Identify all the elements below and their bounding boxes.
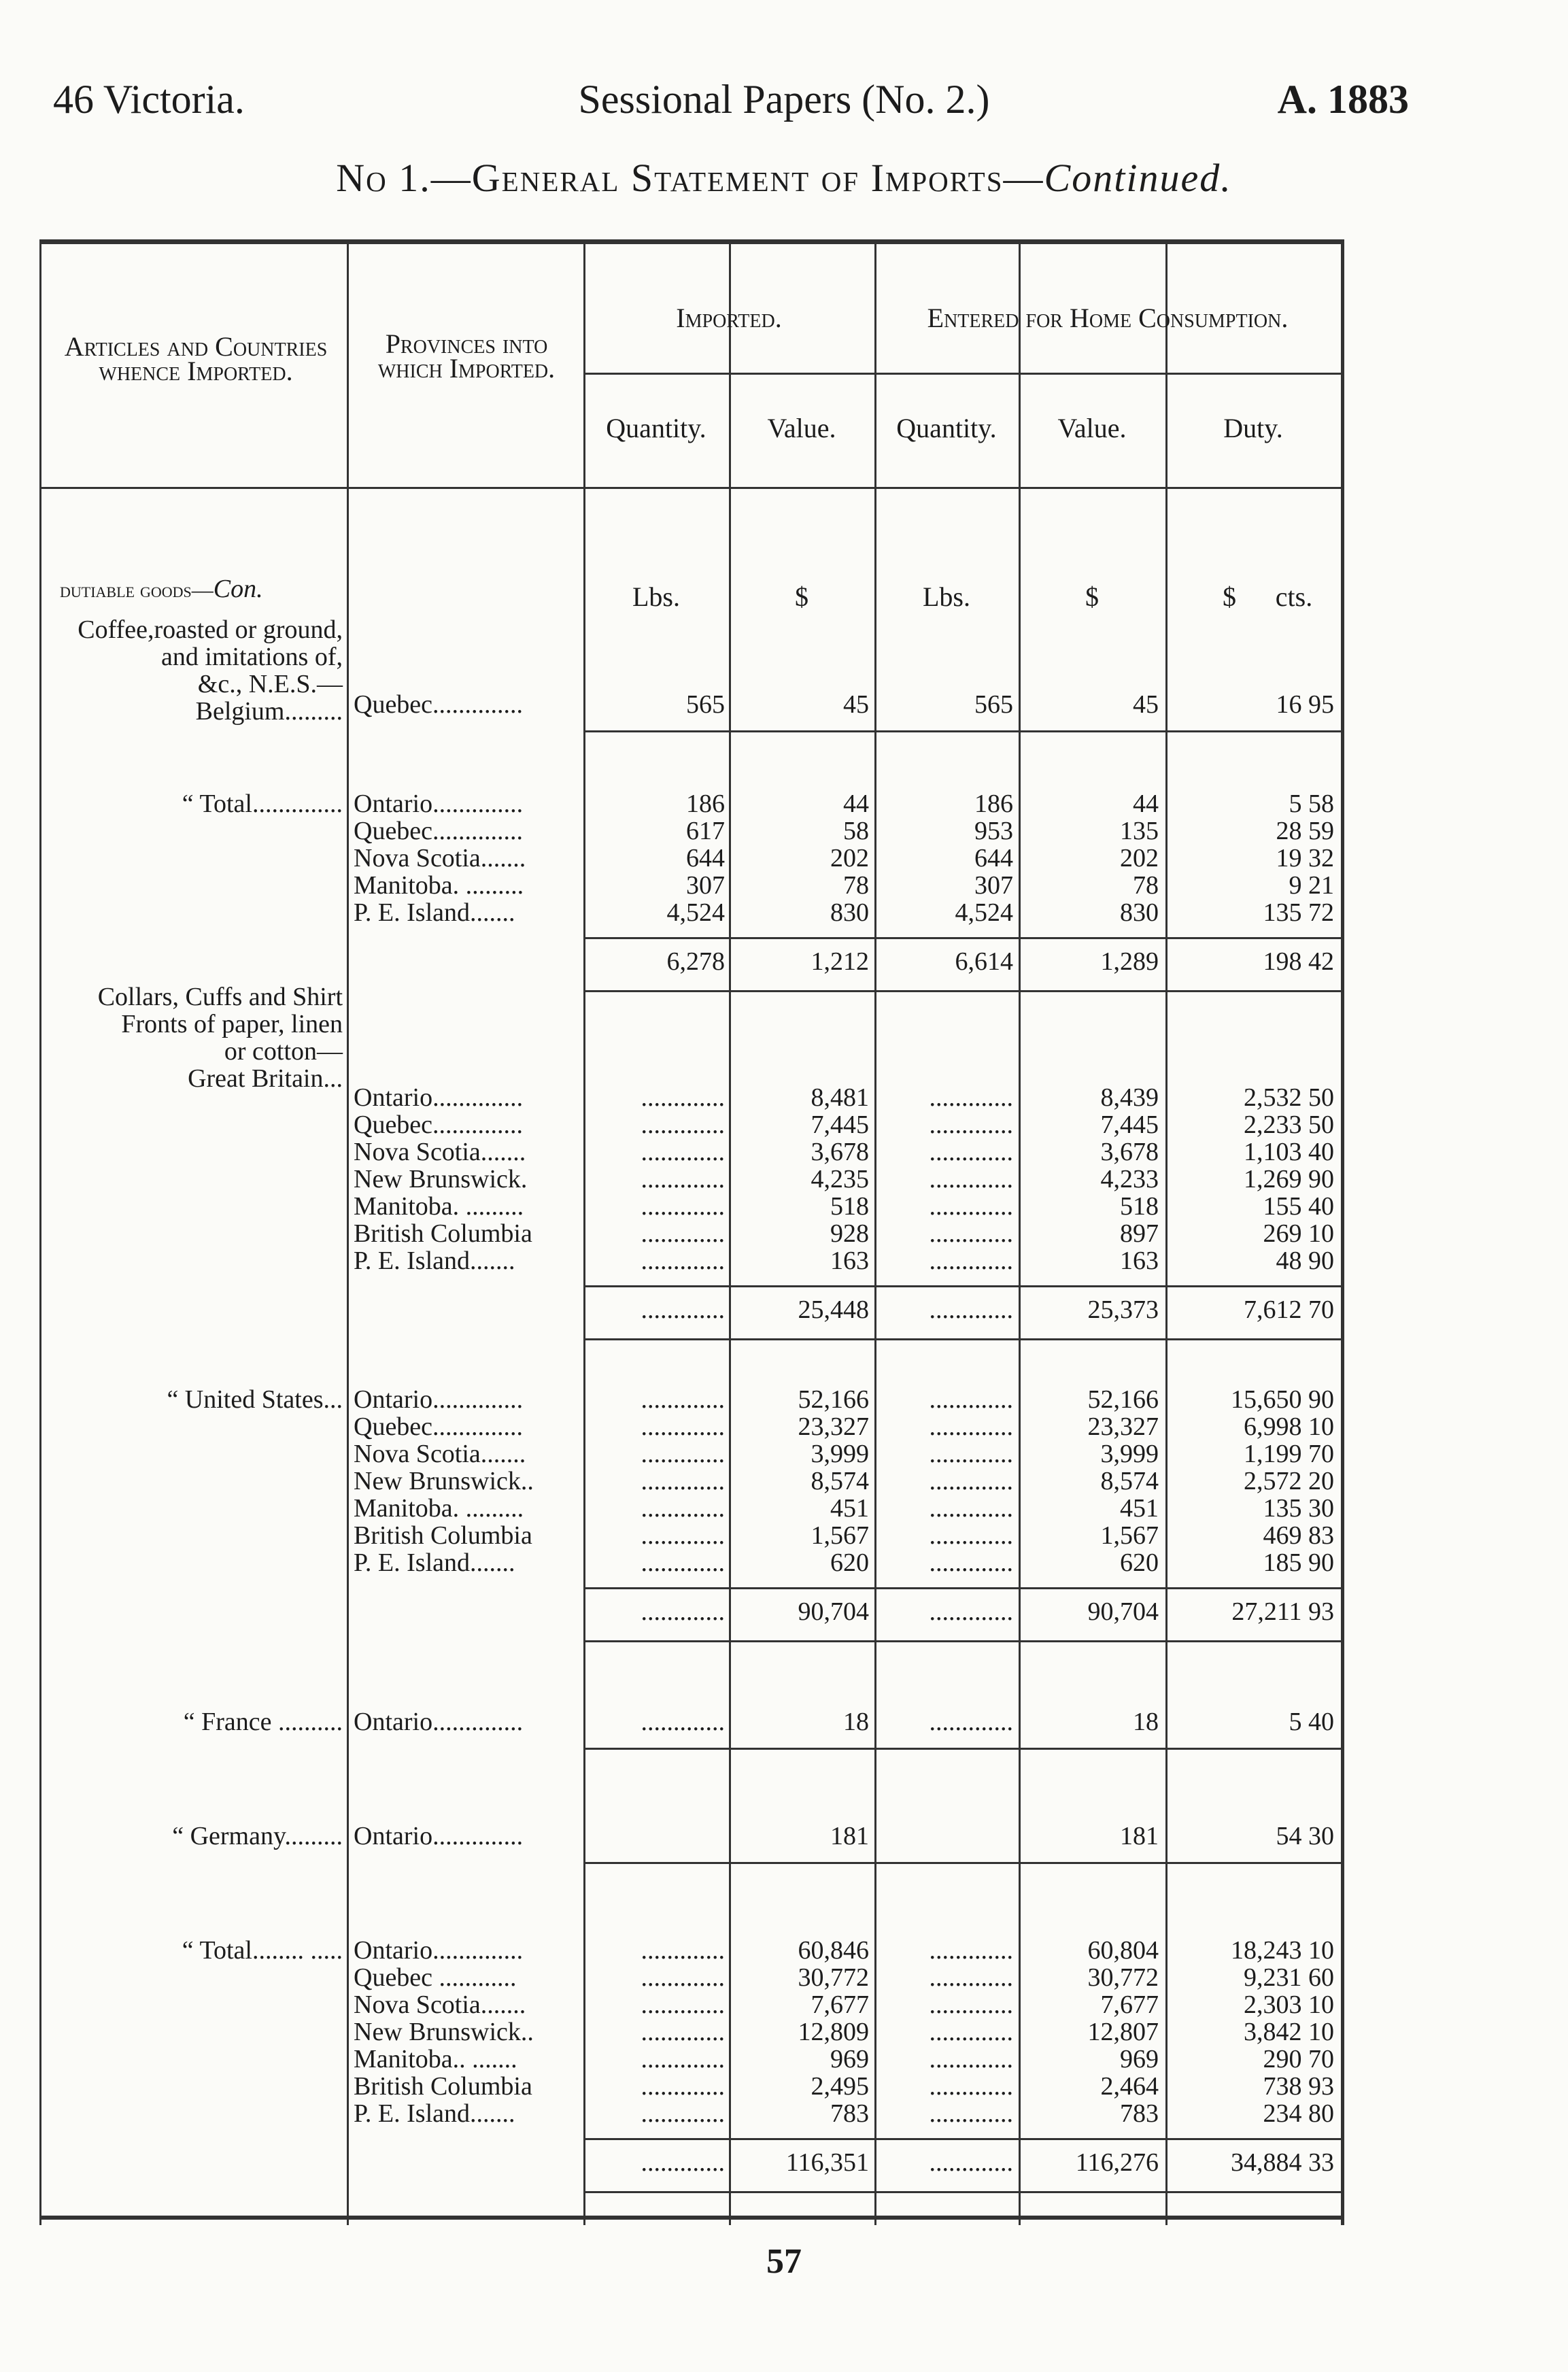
duty-cell: 290 70: [1263, 2045, 1334, 2073]
duty-cell: 135 72: [1263, 898, 1334, 927]
imported-quantity-cell: .............: [641, 1111, 725, 1139]
entered-quantity-cell: .............: [929, 1990, 1013, 2019]
entered-quantity-cell: .............: [929, 1219, 1013, 1248]
province-cell: Manitoba. .........: [354, 871, 524, 900]
entered-value-cell: 78: [1133, 871, 1159, 900]
total-entered-quantity-cell: .............: [929, 1295, 1013, 1324]
entered-value-cell: 3,678: [1100, 1138, 1159, 1166]
total-entered-quantity-cell: .............: [929, 1597, 1013, 1626]
province-cell: P. E. Island.......: [354, 2099, 515, 2128]
imported-value-cell: 163: [830, 1247, 869, 1275]
entered-value-cell: 163: [1120, 1247, 1159, 1275]
imported-quantity-cell: .............: [641, 1936, 725, 1965]
imported-value-cell: 45: [843, 690, 869, 719]
header-sessional-papers: Sessional Papers (No. 2.): [578, 77, 990, 122]
imported-quantity-cell: .............: [641, 1165, 725, 1193]
col-provinces: Provinces into which Imported.: [377, 328, 556, 384]
province-cell: Ontario..............: [354, 1708, 524, 1736]
entered-value-cell: 518: [1120, 1192, 1159, 1221]
province-cell: Ontario..............: [354, 1083, 524, 1112]
imported-quantity-cell: .............: [641, 1440, 725, 1468]
province-cell: Nova Scotia.......: [354, 844, 526, 872]
province-cell: Manitoba. .........: [354, 1494, 524, 1523]
article-label: Collars, Cuffs and Shirt Fronts of paper, linen or cotton— Great Britain...: [97, 983, 343, 1093]
total-imported-value-cell: 1,212: [811, 947, 869, 976]
entered-quantity-cell: .............: [929, 1083, 1013, 1112]
imported-quantity-cell: .............: [641, 1494, 725, 1523]
duty-cell: 15,650 90: [1231, 1385, 1334, 1414]
province-cell: Nova Scotia.......: [354, 1440, 526, 1468]
unit-entered-val: $: [1085, 581, 1099, 612]
header-session: 46 Victoria.: [53, 77, 245, 122]
imported-value-cell: 78: [843, 871, 869, 900]
entered-value-cell: 52,166: [1087, 1385, 1159, 1414]
imported-value-cell: 3,999: [811, 1440, 869, 1468]
entered-value-cell: 23,327: [1087, 1412, 1159, 1441]
imported-quantity-cell: .............: [641, 1192, 725, 1221]
header-year: A. 1883: [1277, 77, 1409, 122]
imported-value-cell: 451: [830, 1494, 869, 1523]
total-imported-quantity-cell: 6,278: [666, 947, 725, 976]
duty-cell: 3,842 10: [1244, 2018, 1334, 2046]
entered-value-cell: 44: [1133, 790, 1159, 818]
entered-value-cell: 451: [1120, 1494, 1159, 1523]
province-cell: Quebec..............: [354, 1111, 524, 1139]
imported-quantity-cell: .............: [641, 1548, 725, 1577]
imported-value-cell: 60,846: [798, 1936, 869, 1965]
entered-quantity-cell: .............: [929, 1440, 1013, 1468]
duty-cell: 28 59: [1276, 817, 1334, 845]
imported-value-cell: 18: [843, 1708, 869, 1736]
total-entered-value-cell: 1,289: [1100, 947, 1159, 976]
entered-quantity-cell: .............: [929, 1963, 1013, 1992]
duty-cell: 2,532 50: [1244, 1083, 1334, 1112]
imported-value-cell: 58: [843, 817, 869, 845]
imported-value-cell: 7,445: [811, 1111, 869, 1139]
total-imported-value-cell: 90,704: [798, 1597, 869, 1626]
entered-quantity-cell: .............: [929, 1247, 1013, 1275]
entered-quantity-cell: .............: [929, 1192, 1013, 1221]
entered-quantity-cell: .............: [929, 1521, 1013, 1550]
imported-quantity-cell: .............: [641, 2018, 725, 2046]
entered-quantity-cell: .............: [929, 1165, 1013, 1193]
imported-value-cell: 830: [830, 898, 869, 927]
entered-value-cell: 897: [1120, 1219, 1159, 1248]
province-cell: Quebec ............: [354, 1963, 517, 1992]
article-label: “ Germany.........: [172, 1822, 343, 1850]
imported-quantity-cell: .............: [641, 1708, 725, 1736]
imported-value-cell: 8,574: [811, 1467, 869, 1495]
province-cell: P. E. Island.......: [354, 1247, 515, 1275]
page-title: [0, 155, 1568, 201]
entered-value-cell: 45: [1133, 690, 1159, 719]
province-cell: Manitoba.. .......: [354, 2045, 517, 2073]
entered-value-cell: 12,807: [1087, 2018, 1159, 2046]
imported-quantity-cell: .............: [641, 1247, 725, 1275]
province-cell: Quebec..............: [354, 690, 524, 719]
col-duty: Duty.: [1223, 413, 1283, 443]
imported-quantity-cell: .............: [641, 1963, 725, 1992]
entered-value-cell: 3,999: [1100, 1440, 1159, 1468]
duty-cell: 1,269 90: [1244, 1165, 1334, 1193]
entered-value-cell: 8,574: [1100, 1467, 1159, 1495]
entered-quantity-cell: 186: [974, 790, 1013, 818]
duty-cell: 19 32: [1276, 844, 1334, 872]
col-entered-quantity: Quantity.: [896, 413, 997, 443]
imported-value-cell: 7,677: [811, 1990, 869, 2019]
imported-quantity-cell: 307: [686, 871, 725, 900]
duty-cell: 9 21: [1289, 871, 1334, 900]
province-cell: Quebec..............: [354, 1412, 524, 1441]
duty-cell: 16 95: [1276, 690, 1334, 719]
imported-value-cell: 518: [830, 1192, 869, 1221]
col-imported-quantity: Quantity.: [606, 413, 706, 443]
col-imported-value: Value.: [767, 413, 836, 443]
province-cell: Nova Scotia.......: [354, 1990, 526, 2019]
entered-value-cell: 181: [1120, 1822, 1159, 1850]
province-cell: New Brunswick..: [354, 1467, 534, 1495]
duty-cell: 269 10: [1263, 1219, 1334, 1248]
imports-statement-table: [39, 239, 1342, 2225]
imported-value-cell: 52,166: [798, 1385, 869, 1414]
imported-quantity-cell: .............: [641, 1219, 725, 1248]
imported-quantity-cell: 565: [686, 690, 725, 719]
imported-quantity-cell: 186: [686, 790, 725, 818]
duty-cell: 18,243 10: [1231, 1936, 1334, 1965]
entered-quantity-cell: .............: [929, 1111, 1013, 1139]
entered-quantity-cell: .............: [929, 1494, 1013, 1523]
entered-value-cell: 30,772: [1087, 1963, 1159, 1992]
entered-value-cell: 830: [1120, 898, 1159, 927]
entered-value-cell: 135: [1120, 817, 1159, 845]
imported-quantity-cell: .............: [641, 2099, 725, 2128]
duty-cell: 185 90: [1263, 1548, 1334, 1577]
duty-cell: 6,998 10: [1244, 1412, 1334, 1441]
imported-quantity-cell: .............: [641, 1412, 725, 1441]
imported-value-cell: 44: [843, 790, 869, 818]
duty-cell: 738 93: [1263, 2072, 1334, 2101]
imported-quantity-cell: 4,524: [666, 898, 725, 927]
entered-quantity-cell: .............: [929, 1412, 1013, 1441]
imported-value-cell: 8,481: [811, 1083, 869, 1112]
col-entered-value: Value.: [1057, 413, 1127, 443]
imported-quantity-cell: .............: [641, 1521, 725, 1550]
entered-quantity-cell: .............: [929, 1467, 1013, 1495]
entered-quantity-cell: .............: [929, 2018, 1013, 2046]
entered-quantity-cell: .............: [929, 1708, 1013, 1736]
page-number: 57: [766, 2242, 802, 2281]
imported-value-cell: 3,678: [811, 1138, 869, 1166]
entered-value-cell: 7,445: [1100, 1111, 1159, 1139]
duty-cell: 469 83: [1263, 1521, 1334, 1550]
entered-value-cell: 1,567: [1100, 1521, 1159, 1550]
province-cell: Ontario..............: [354, 1936, 524, 1965]
province-cell: Manitoba. .........: [354, 1192, 524, 1221]
total-imported-quantity-cell: .............: [641, 2148, 725, 2177]
unit-imported-val: $: [795, 581, 808, 612]
article-label: “ France ..........: [183, 1708, 343, 1736]
imported-value-cell: 181: [830, 1822, 869, 1850]
total-duty-cell: 198 42: [1263, 947, 1334, 976]
unit-duty-cts: cts.: [1275, 581, 1313, 612]
province-cell: New Brunswick..: [354, 2018, 534, 2046]
imported-quantity-cell: .............: [641, 1990, 725, 2019]
imported-value-cell: 23,327: [798, 1412, 869, 1441]
title-continued: Continued.: [1044, 156, 1232, 200]
entered-quantity-cell: .............: [929, 2072, 1013, 2101]
province-cell: Ontario..............: [354, 1822, 524, 1850]
title-main: No 1.—General Statement of Imports—: [336, 156, 1044, 200]
total-entered-value-cell: 25,373: [1087, 1295, 1159, 1324]
entered-quantity-cell: .............: [929, 1936, 1013, 1965]
province-cell: P. E. Island.......: [354, 898, 515, 927]
imported-quantity-cell: .............: [641, 1467, 725, 1495]
imported-quantity-cell: .............: [641, 2072, 725, 2101]
imported-value-cell: 4,235: [811, 1165, 869, 1193]
province-cell: British Columbia: [354, 2072, 532, 2101]
entered-quantity-cell: .............: [929, 1548, 1013, 1577]
section-label: [60, 548, 263, 603]
duty-cell: 1,199 70: [1244, 1440, 1334, 1468]
duty-cell: 2,572 20: [1244, 1467, 1334, 1495]
province-cell: Nova Scotia.......: [354, 1138, 526, 1166]
entered-value-cell: 7,677: [1100, 1990, 1159, 2019]
province-cell: Quebec..............: [354, 817, 524, 845]
total-entered-value-cell: 90,704: [1087, 1597, 1159, 1626]
imported-quantity-cell: 644: [686, 844, 725, 872]
imported-value-cell: 783: [830, 2099, 869, 2128]
entered-quantity-cell: .............: [929, 1138, 1013, 1166]
total-duty-cell: 34,884 33: [1231, 2148, 1334, 2177]
unit-entered-qty: Lbs.: [923, 581, 970, 612]
total-duty-cell: 27,211 93: [1231, 1597, 1334, 1626]
imported-quantity-cell: 617: [686, 817, 725, 845]
duty-cell: 5 40: [1289, 1708, 1334, 1736]
duty-cell: 2,233 50: [1244, 1111, 1334, 1139]
imported-quantity-cell: .............: [641, 1385, 725, 1414]
province-cell: British Columbia: [354, 1219, 532, 1248]
imported-value-cell: 928: [830, 1219, 869, 1248]
imported-value-cell: 30,772: [798, 1963, 869, 1992]
entered-value-cell: 60,804: [1087, 1936, 1159, 1965]
imported-quantity-cell: .............: [641, 1083, 725, 1112]
unit-imported-qty: Lbs.: [632, 581, 680, 612]
col-articles: Articles and Countries whence Imported.: [64, 331, 328, 386]
imported-quantity-cell: .............: [641, 2045, 725, 2073]
entered-quantity-cell: 307: [974, 871, 1013, 900]
entered-value-cell: 2,464: [1100, 2072, 1159, 2101]
duty-cell: 1,103 40: [1244, 1138, 1334, 1166]
entered-quantity-cell: 565: [974, 690, 1013, 719]
imported-quantity-cell: .............: [641, 1138, 725, 1166]
total-entered-quantity-cell: 6,614: [955, 947, 1013, 976]
imported-value-cell: 2,495: [811, 2072, 869, 2101]
duty-cell: 234 80: [1263, 2099, 1334, 2128]
total-entered-quantity-cell: .............: [929, 2148, 1013, 2177]
col-entered: Entered for Home Consumption.: [927, 303, 1289, 333]
article-label: “ United States...: [167, 1385, 343, 1414]
imported-value-cell: 969: [830, 2045, 869, 2073]
total-imported-quantity-cell: .............: [641, 1597, 725, 1626]
entered-quantity-cell: .............: [929, 2099, 1013, 2128]
entered-value-cell: 4,233: [1100, 1165, 1159, 1193]
province-cell: P. E. Island.......: [354, 1548, 515, 1577]
entered-value-cell: 969: [1120, 2045, 1159, 2073]
duty-cell: 48 90: [1276, 1247, 1334, 1275]
article-label: Coffee,roasted or ground, and imitations of, &c., N.E.S.— Belgium.........: [78, 615, 343, 726]
duty-cell: 54 30: [1276, 1822, 1334, 1850]
province-cell: Ontario..............: [354, 1385, 524, 1414]
province-cell: New Brunswick.: [354, 1165, 528, 1193]
duty-cell: 155 40: [1263, 1192, 1334, 1221]
duty-cell: 9,231 60: [1244, 1963, 1334, 1992]
duty-cell: 135 30: [1263, 1494, 1334, 1523]
imported-value-cell: 1,567: [811, 1521, 869, 1550]
article-label: “ Total..............: [182, 790, 343, 818]
unit-duty-dollar: $: [1223, 581, 1236, 612]
entered-value-cell: 18: [1133, 1708, 1159, 1736]
total-imported-value-cell: 25,448: [798, 1295, 869, 1324]
section-label-text: dutiable goods—: [60, 577, 214, 602]
section-label-con: Con.: [213, 575, 263, 603]
entered-quantity-cell: 4,524: [955, 898, 1013, 927]
imported-value-cell: 620: [830, 1548, 869, 1577]
entered-value-cell: 783: [1120, 2099, 1159, 2128]
entered-quantity-cell: .............: [929, 1385, 1013, 1414]
entered-quantity-cell: 644: [974, 844, 1013, 872]
entered-quantity-cell: .............: [929, 2045, 1013, 2073]
province-cell: Ontario..............: [354, 790, 524, 818]
entered-quantity-cell: 953: [974, 817, 1013, 845]
total-imported-quantity-cell: .............: [641, 1295, 725, 1324]
total-duty-cell: 7,612 70: [1244, 1295, 1334, 1324]
entered-value-cell: 8,439: [1100, 1083, 1159, 1112]
province-cell: British Columbia: [354, 1521, 532, 1550]
entered-value-cell: 620: [1120, 1548, 1159, 1577]
duty-cell: 5 58: [1289, 790, 1334, 818]
total-imported-value-cell: 116,351: [785, 2148, 869, 2177]
entered-value-cell: 202: [1120, 844, 1159, 872]
article-label: “ Total........ .....: [182, 1936, 343, 1965]
imported-value-cell: 202: [830, 844, 869, 872]
duty-cell: 2,303 10: [1244, 1990, 1334, 2019]
col-imported: Imported.: [676, 303, 782, 333]
imported-value-cell: 12,809: [798, 2018, 869, 2046]
total-entered-value-cell: 116,276: [1075, 2148, 1159, 2177]
